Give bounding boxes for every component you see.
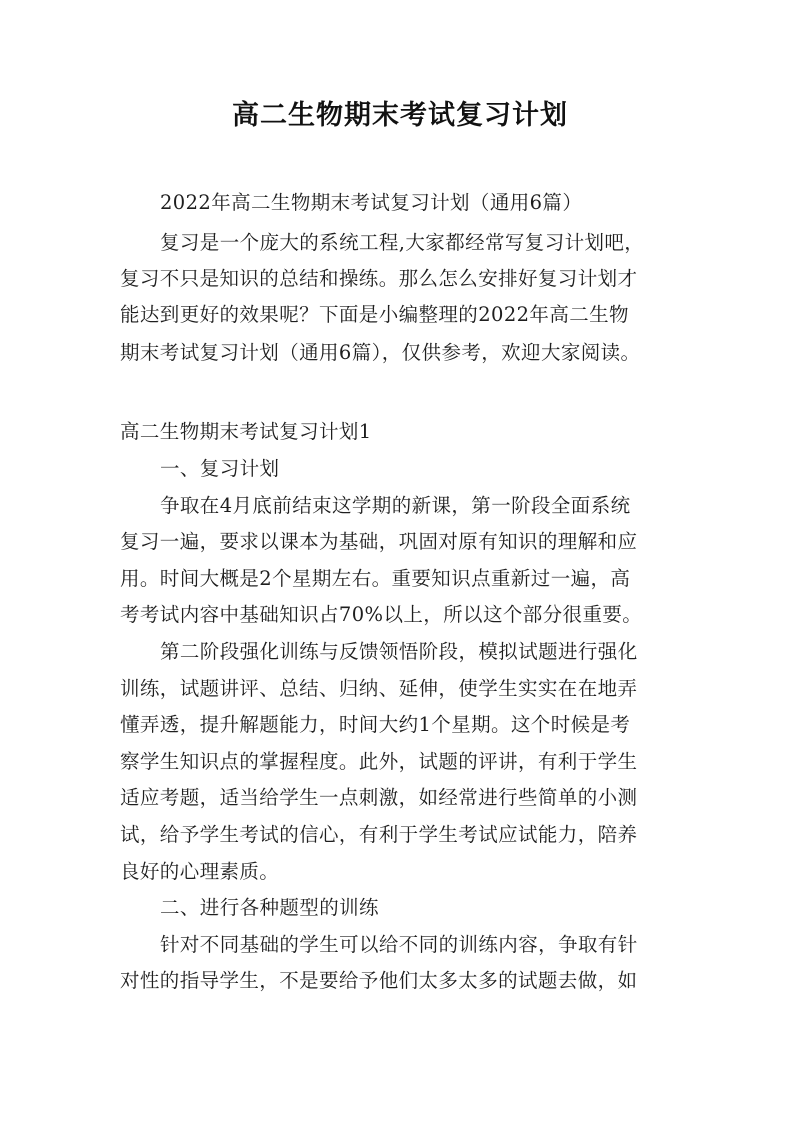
intro-line: 复习不只是知识的总结和操练。那么怎么安排好复习计划才 <box>120 267 638 290</box>
paragraph-line: 针对不同基础的学生可以给不同的训练内容，争取有针 <box>160 933 638 956</box>
subsection-heading: 二、进行各种题型的训练 <box>160 896 379 919</box>
paragraph-line: 训练，试题讲评、总结、归纳、延伸，使学生实实在在地弄 <box>120 677 638 700</box>
section-heading: 高二生物期末考试复习计划1 <box>120 420 372 443</box>
paragraph-line: 考考试内容中基础知识占70%以上，所以这个部分很重要。 <box>120 603 643 626</box>
paragraph-line: 适应考题，适当给学生一点刺激，如经常进行些简单的小测 <box>120 786 638 809</box>
document-title: 高二生物期末考试复习计划 <box>232 100 568 131</box>
paragraph-line: 良好的心理素质。 <box>120 860 280 883</box>
paragraph-line: 察学生知识点的掌握程度。此外，试题的评讲，有利于学生 <box>120 750 638 773</box>
paragraph-line: 争取在4月底前结束这学期的新课，第一阶段全面系统 <box>160 494 631 517</box>
intro-line: 复习是一个庞大的系统工程,大家都经常写复习计划吧， <box>160 231 645 254</box>
paragraph-line: 对性的指导学生，不是要给予他们太多太多的试题去做，如 <box>120 969 638 992</box>
subsection-heading: 一、复习计划 <box>160 457 280 480</box>
paragraph-line: 懂弄透，提升解题能力，时间大约1个星期。这个时候是考 <box>120 713 631 736</box>
paragraph-line: 用。时间大概是2个星期左右。重要知识点重新过一遍，高 <box>120 567 631 590</box>
intro-line: 能达到更好的效果呢？下面是小编整理的2022年高二生物 <box>120 303 629 326</box>
paragraph-line: 第二阶段强化训练与反馈领悟阶段，模拟试题进行强化 <box>160 640 638 663</box>
intro-line: 期末考试复习计划（通用6篇），仅供参考，欢迎大家阅读。 <box>120 341 641 364</box>
paragraph-line: 试，给予学生考试的信心，有利于学生考试应试能力，陪养 <box>120 823 638 846</box>
subtitle-line: 2022年高二生物期末考试复习计划（通用6篇） <box>160 191 583 214</box>
paragraph-line: 复习一遍，要求以课本为基础，巩固对原有知识的理解和应 <box>120 530 638 553</box>
